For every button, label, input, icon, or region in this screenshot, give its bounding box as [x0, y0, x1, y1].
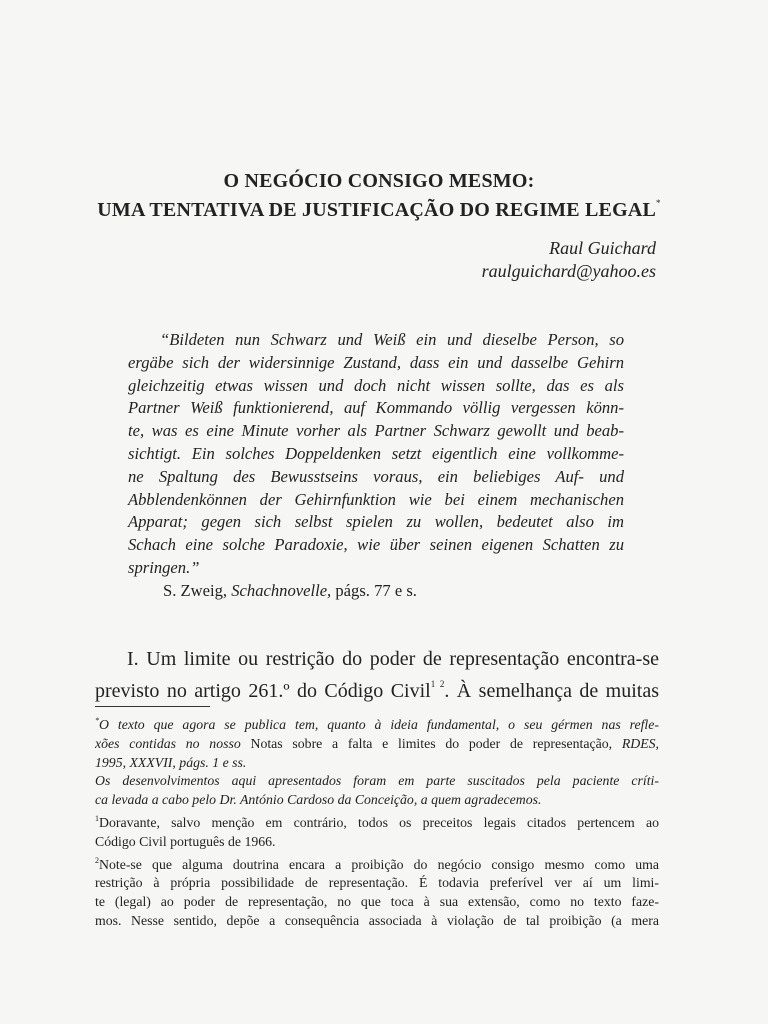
footnote-text: Doravante, salvo menção em contrário, todos os preceitos legais citados pertencem ao — [99, 814, 659, 830]
footnote-text: xões contidas no nosso — [95, 735, 241, 751]
epigraph-line: “Bildeten nun Schwarz und Weiß ein und dieselbe Person, so — [160, 330, 624, 349]
footnote-2-line — [95, 852, 659, 875]
body-line-text: . À semelhança de muitas — [444, 680, 659, 702]
footnote-2-mark: 2 — [95, 855, 99, 865]
author-name: Raul Guichard — [549, 238, 656, 258]
epigraph-line: Abblendenkönnen der Gehirnfunktion wie bei einem mechanischen — [128, 489, 624, 509]
footnote-1-mark: 1 — [95, 813, 99, 823]
epigraph-line: gleichzeitig etwas wissen und doch nicht wissen sollte, das es als — [128, 375, 624, 395]
author-email: raulguichard@yahoo.es — [481, 261, 656, 281]
footnote-2-line: te (legal) ao poder de representação, no que toca à sua extensão, como no texto faze- — [95, 894, 659, 910]
citation-work: Schachnovelle, — [231, 581, 332, 600]
epigraph-line: ne Spaltung des Bewusstseins voraus, ein beliebiges Auf- und — [128, 466, 624, 486]
epigraph-line: springen.” — [128, 557, 200, 577]
footnote-ack-line: ca levada a cabo pelo Dr. António Cardoso da Conceição, a quem agradecemos. — [95, 792, 542, 808]
footnote-star-line — [95, 712, 659, 735]
body-line: I. Um limite ou restrição do poder de representação encontra-se — [127, 648, 659, 670]
epigraph-line: Partner Weiß funktionierend, auf Kommando völlig vergessen könn- — [128, 398, 624, 418]
epigraph-line: ergäbe sich der widersinnige Zustand, dass ein und dasselbe Gehirn — [128, 352, 624, 372]
epigraph-line: Apparat; gegen sich selbst spielen zu wollen, bedeutet also im — [128, 512, 624, 532]
footnotes — [95, 712, 659, 931]
article-title-line-1: O NEGÓCIO CONSIGO MESMO: — [223, 170, 535, 192]
footnote-1-line: Código Civil português de 1966. — [95, 833, 276, 849]
footnote-star-line: 1995, XXXVII, págs. 1 e ss. — [95, 754, 247, 770]
footnote-1-line — [95, 810, 659, 833]
footnote-2-line: restrição à própria possibilidade de representação. É todavia preferível ver aí um limi- — [95, 875, 659, 891]
footnote-2-line: mos. Nesse sentido, depõe a consequência associada à violação de tal proibição (a mera — [95, 912, 659, 928]
footnote-refs: 1 2 — [430, 679, 445, 689]
epigraph-line: sichtigt. Ein solches Doppeldenken setzt eigentlich eine vollkomme- — [128, 443, 624, 463]
footnote-text: O texto que agora se publica tem, quanto à ideia fundamental, o seu gérmen nas refle- — [99, 717, 659, 732]
body-paragraph — [95, 647, 659, 704]
epigraph — [128, 329, 624, 580]
title-footnote-mark: * — [656, 198, 661, 208]
epigraph-line: te, was es eine Minute vorher als Partner Schwarz gewollt und beab- — [128, 421, 624, 441]
article-title-line-2 — [0, 192, 763, 222]
citation-pages: págs. 77 e s. — [335, 581, 417, 600]
epigraph-citation — [163, 580, 417, 602]
footnote-text: Note-se que alguma doutrina encara a proibição do negócio consigo mesmo como uma — [99, 856, 659, 872]
body-line-text: previsto no artigo 261.º do Código Civil — [95, 680, 431, 702]
epigraph-line: Schach eine solche Paradoxie, wie über seinen eigenen Schatten zu — [128, 535, 624, 555]
footnote-separator — [95, 706, 210, 707]
footnote-text: Notas sobre a falta e limites do poder de representação, — [250, 735, 613, 751]
footnote-star-mark: * — [95, 716, 99, 725]
body-line — [95, 672, 659, 704]
footnote-ack-line: Os desenvolvimentos aqui apresentados foram em parte suscitados pela paciente críti- — [95, 773, 659, 789]
footnote-text: RDES, — [621, 735, 659, 751]
citation-author: S. Zweig, — [163, 581, 228, 600]
article-title-text: UMA TENTATIVA DE JUSTIFICAÇÃO DO REGIME LEGAL — [97, 199, 657, 221]
footnote-star-line — [95, 735, 659, 754]
